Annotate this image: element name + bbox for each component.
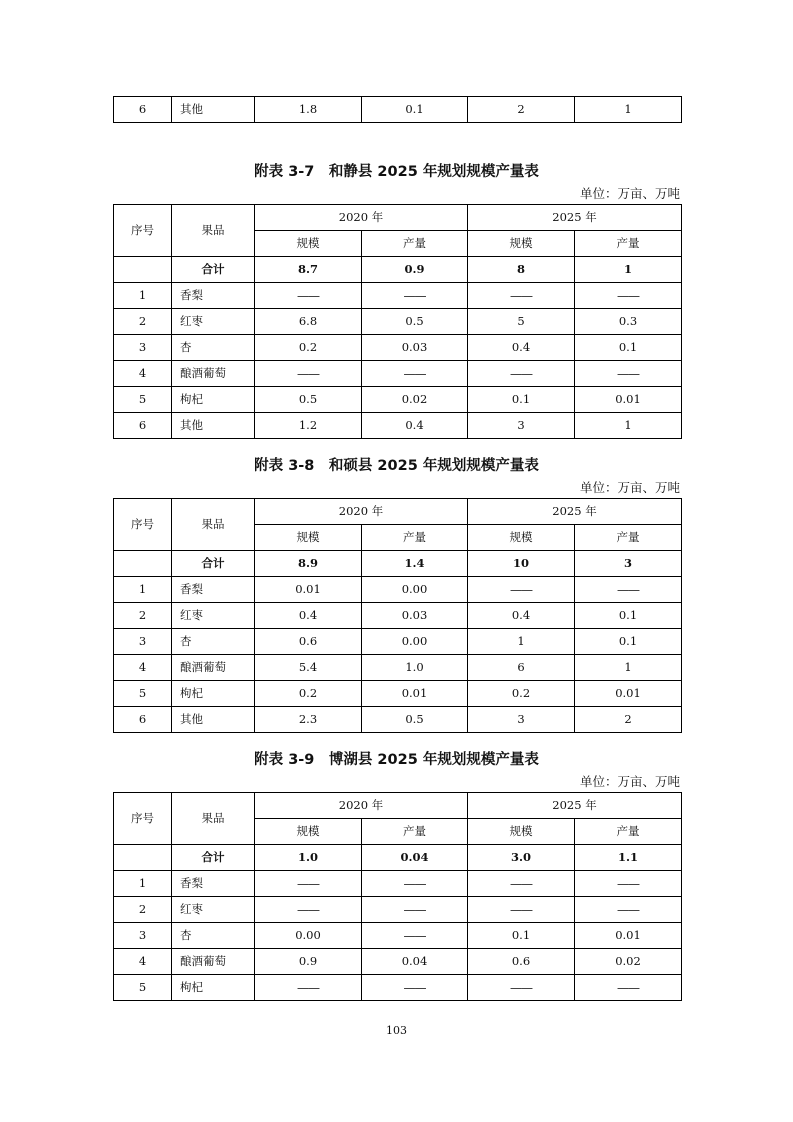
cell-output-2025: 0.3 xyxy=(575,309,682,335)
cell-output-2025: 0.01 xyxy=(575,923,682,949)
cell-fruit: 枸杞 xyxy=(172,681,255,707)
cell-fruit: 杏 xyxy=(172,629,255,655)
cell-output-2020: 0.03 xyxy=(362,603,468,629)
cell-output-2020: —— xyxy=(362,871,468,897)
cell-output-2020: —— xyxy=(362,897,468,923)
table-row xyxy=(114,975,682,1001)
cell-fruit: 酿酒葡萄 xyxy=(172,361,255,387)
cell-scale-2025: —— xyxy=(468,897,575,923)
cell-scale-2025: 2 xyxy=(468,97,575,123)
cell-scale-2020: 1.8 xyxy=(255,97,362,123)
cell-output-2025: —— xyxy=(575,897,682,923)
cell-index: 6 xyxy=(114,413,172,439)
header-index: 序号 xyxy=(114,499,172,551)
cell-index: 3 xyxy=(114,629,172,655)
cell-output-2020: 0.5 xyxy=(362,309,468,335)
cell-index: 1 xyxy=(114,577,172,603)
cell-output-2025: 2 xyxy=(575,707,682,733)
header-row xyxy=(114,793,682,819)
table-title: 附表 3-8 和硕县 2025 年规划规模产量表 xyxy=(254,458,539,474)
header-scale: 规模 xyxy=(255,819,362,845)
cell-output-2025: 1.1 xyxy=(575,845,682,871)
cell-fruit: 红枣 xyxy=(172,603,255,629)
cell-fruit: 杏 xyxy=(172,335,255,361)
cell-index xyxy=(114,845,172,871)
cell-output-2025: 1 xyxy=(575,655,682,681)
cell-output-2025: —— xyxy=(575,975,682,1001)
cell-output-2020: 0.5 xyxy=(362,707,468,733)
cell-scale-2020: 0.6 xyxy=(255,629,362,655)
cell-scale-2020: 5.4 xyxy=(255,655,362,681)
cell-scale-2025: —— xyxy=(468,361,575,387)
cell-index: 6 xyxy=(114,97,172,123)
table-title: 附表 3-7 和静县 2025 年规划规模产量表 xyxy=(254,164,539,180)
table-row xyxy=(114,949,682,975)
cell-output-2025: —— xyxy=(575,871,682,897)
cell-index: 2 xyxy=(114,897,172,923)
cell-scale-2020: —— xyxy=(255,361,362,387)
unit-note: 单位：万亩、万吨 xyxy=(579,774,680,789)
cell-output-2025: —— xyxy=(575,283,682,309)
cell-output-2025: 0.01 xyxy=(575,681,682,707)
cell-index: 5 xyxy=(114,975,172,1001)
header-row xyxy=(114,205,682,231)
cell-output-2025: 3 xyxy=(575,551,682,577)
cell-output-2020: 0.04 xyxy=(362,845,468,871)
table-row xyxy=(114,923,682,949)
cell-scale-2025: 10 xyxy=(468,551,575,577)
cell-index: 1 xyxy=(114,871,172,897)
cell-fruit: 合计 xyxy=(172,845,255,871)
continued-table xyxy=(113,96,682,123)
cell-index: 4 xyxy=(114,949,172,975)
cell-scale-2020: 1.0 xyxy=(255,845,362,871)
cell-output-2025: 0.02 xyxy=(575,949,682,975)
total-row xyxy=(114,257,682,283)
cell-output-2020: 0.03 xyxy=(362,335,468,361)
cell-output-2020: 0.00 xyxy=(362,577,468,603)
cell-scale-2025: 0.1 xyxy=(468,387,575,413)
cell-index: 6 xyxy=(114,707,172,733)
table-row xyxy=(114,577,682,603)
cell-output-2020: —— xyxy=(362,923,468,949)
cell-fruit: 合计 xyxy=(172,257,255,283)
cell-output-2020: 0.04 xyxy=(362,949,468,975)
table-row xyxy=(114,707,682,733)
header-year-2025: 2025 年 xyxy=(468,793,682,819)
header-output: 产量 xyxy=(575,525,682,551)
cell-scale-2020: —— xyxy=(255,871,362,897)
header-year-2025: 2025 年 xyxy=(468,499,682,525)
cell-index: 1 xyxy=(114,283,172,309)
planning-table xyxy=(113,498,682,733)
header-output: 产量 xyxy=(362,525,468,551)
header-scale: 规模 xyxy=(255,231,362,257)
cell-index: 4 xyxy=(114,361,172,387)
cell-scale-2025: —— xyxy=(468,975,575,1001)
cell-scale-2020: 1.2 xyxy=(255,413,362,439)
header-index: 序号 xyxy=(114,793,172,845)
header-year-2020: 2020 年 xyxy=(255,499,468,525)
header-output: 产量 xyxy=(575,231,682,257)
cell-scale-2025: 5 xyxy=(468,309,575,335)
cell-fruit: 香梨 xyxy=(172,871,255,897)
cell-output-2020: 1.0 xyxy=(362,655,468,681)
cell-index: 5 xyxy=(114,681,172,707)
cell-index: 4 xyxy=(114,655,172,681)
header-year-2025: 2025 年 xyxy=(468,205,682,231)
table-row xyxy=(114,871,682,897)
cell-output-2025: 0.1 xyxy=(575,335,682,361)
cell-index: 5 xyxy=(114,387,172,413)
cell-output-2020: 0.4 xyxy=(362,413,468,439)
header-fruit: 果品 xyxy=(172,793,255,845)
header-fruit: 果品 xyxy=(172,499,255,551)
cell-scale-2020: 0.4 xyxy=(255,603,362,629)
cell-scale-2020: 0.00 xyxy=(255,923,362,949)
cell-fruit: 香梨 xyxy=(172,577,255,603)
table-row xyxy=(114,655,682,681)
cell-output-2025: 1 xyxy=(575,97,682,123)
cell-scale-2020: —— xyxy=(255,283,362,309)
cell-fruit: 其他 xyxy=(172,707,255,733)
cell-output-2025: 0.1 xyxy=(575,603,682,629)
cell-output-2025: 1 xyxy=(575,413,682,439)
cell-fruit: 枸杞 xyxy=(172,975,255,1001)
cell-scale-2020: 6.8 xyxy=(255,309,362,335)
cell-scale-2020: —— xyxy=(255,897,362,923)
total-row xyxy=(114,845,682,871)
table-row xyxy=(114,283,682,309)
unit-note: 单位：万亩、万吨 xyxy=(579,186,680,201)
unit-note: 单位：万亩、万吨 xyxy=(579,480,680,495)
cell-output-2025: 0.1 xyxy=(575,629,682,655)
header-year-2020: 2020 年 xyxy=(255,793,468,819)
table-row xyxy=(114,897,682,923)
cell-scale-2025: 0.6 xyxy=(468,949,575,975)
cell-index: 2 xyxy=(114,309,172,335)
table-row xyxy=(114,309,682,335)
cell-scale-2025: —— xyxy=(468,577,575,603)
cell-fruit: 其他 xyxy=(172,413,255,439)
header-year-2020: 2020 年 xyxy=(255,205,468,231)
cell-index: 3 xyxy=(114,335,172,361)
cell-index: 3 xyxy=(114,923,172,949)
cell-fruit: 合计 xyxy=(172,551,255,577)
header-index: 序号 xyxy=(114,205,172,257)
cell-scale-2020: 0.2 xyxy=(255,335,362,361)
cell-scale-2020: 8.7 xyxy=(255,257,362,283)
cell-fruit: 其他 xyxy=(172,97,255,123)
cell-output-2020: 0.9 xyxy=(362,257,468,283)
cell-output-2020: 1.4 xyxy=(362,551,468,577)
cell-fruit: 枸杞 xyxy=(172,387,255,413)
header-output: 产量 xyxy=(362,819,468,845)
total-row xyxy=(114,551,682,577)
table-row xyxy=(114,387,682,413)
cell-scale-2020: 0.9 xyxy=(255,949,362,975)
cell-scale-2020: 0.01 xyxy=(255,577,362,603)
cell-scale-2020: 0.2 xyxy=(255,681,362,707)
cell-scale-2020: —— xyxy=(255,975,362,1001)
cell-scale-2020: 0.5 xyxy=(255,387,362,413)
page-number: 103 xyxy=(386,1024,407,1037)
cell-scale-2025: 3.0 xyxy=(468,845,575,871)
cell-output-2020: 0.02 xyxy=(362,387,468,413)
cell-output-2020: —— xyxy=(362,361,468,387)
cell-scale-2025: —— xyxy=(468,283,575,309)
header-scale: 规模 xyxy=(468,231,575,257)
table-row xyxy=(114,413,682,439)
cell-output-2020: 0.00 xyxy=(362,629,468,655)
header-scale: 规模 xyxy=(255,525,362,551)
header-output: 产量 xyxy=(575,819,682,845)
cell-scale-2025: 0.2 xyxy=(468,681,575,707)
header-fruit: 果品 xyxy=(172,205,255,257)
cell-fruit: 酿酒葡萄 xyxy=(172,655,255,681)
planning-table xyxy=(113,792,682,1001)
cell-index xyxy=(114,551,172,577)
cell-fruit: 酿酒葡萄 xyxy=(172,949,255,975)
cell-index: 2 xyxy=(114,603,172,629)
cell-output-2020: —— xyxy=(362,975,468,1001)
cell-scale-2025: 0.1 xyxy=(468,923,575,949)
planning-table xyxy=(113,204,682,439)
header-row xyxy=(114,499,682,525)
cell-scale-2020: 8.9 xyxy=(255,551,362,577)
cell-scale-2025: 3 xyxy=(468,707,575,733)
cell-index xyxy=(114,257,172,283)
table-row xyxy=(114,681,682,707)
table-row xyxy=(114,97,682,123)
cell-output-2020: 0.1 xyxy=(362,97,468,123)
table-row xyxy=(114,335,682,361)
cell-output-2020: —— xyxy=(362,283,468,309)
cell-scale-2020: 2.3 xyxy=(255,707,362,733)
header-scale: 规模 xyxy=(468,819,575,845)
cell-scale-2025: 8 xyxy=(468,257,575,283)
header-scale: 规模 xyxy=(468,525,575,551)
cell-scale-2025: —— xyxy=(468,871,575,897)
cell-output-2025: 1 xyxy=(575,257,682,283)
header-output: 产量 xyxy=(362,231,468,257)
table-title: 附表 3-9 博湖县 2025 年规划规模产量表 xyxy=(254,752,539,768)
cell-fruit: 红枣 xyxy=(172,309,255,335)
cell-output-2020: 0.01 xyxy=(362,681,468,707)
cell-fruit: 红枣 xyxy=(172,897,255,923)
cell-scale-2025: 0.4 xyxy=(468,335,575,361)
cell-output-2025: —— xyxy=(575,577,682,603)
cell-output-2025: 0.01 xyxy=(575,387,682,413)
cell-fruit: 香梨 xyxy=(172,283,255,309)
table-row xyxy=(114,603,682,629)
table-row xyxy=(114,361,682,387)
cell-fruit: 杏 xyxy=(172,923,255,949)
cell-scale-2025: 3 xyxy=(468,413,575,439)
cell-scale-2025: 6 xyxy=(468,655,575,681)
table-row xyxy=(114,629,682,655)
cell-output-2025: —— xyxy=(575,361,682,387)
cell-scale-2025: 1 xyxy=(468,629,575,655)
cell-scale-2025: 0.4 xyxy=(468,603,575,629)
